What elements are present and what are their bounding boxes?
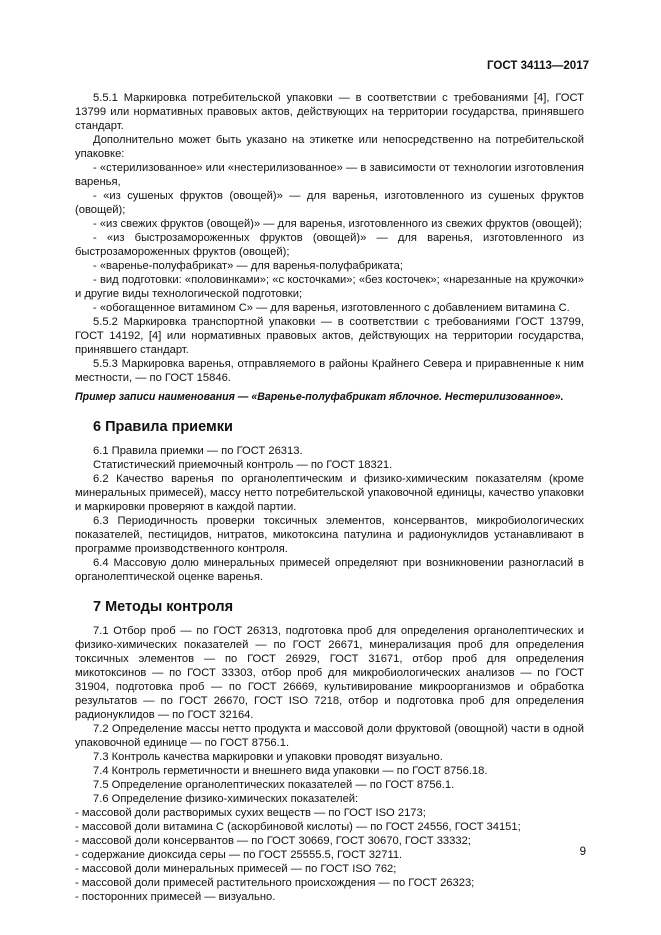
list-item: - «обогащенное витамином С» — для варенья, изготовленного с добавлением витамина С. (93, 302, 570, 314)
list-item: - вид подготовки: «половинками»; «с косточками»; «без косточек»; «нарезанные на кружочки» и другие виды технологической подготовки; (75, 274, 584, 300)
paragraph-6-3: 6.3 Периодичность проверки токсичных элементов, консервантов, микробиологических показателей, пестицидов, нитратов, микотоксина патулина и радионуклидов устанавливают в программе производственного контроля. (75, 515, 584, 555)
list-item: - посторонних примесей — визуально. (75, 891, 276, 903)
list-item: - «стерилизованное» или «нестерилизованное» — в зависимости от технологии изготовления варенья, (75, 162, 584, 188)
document-body (75, 91, 584, 904)
list-item: - содержание диоксида серы — по ГОСТ 25555.5, ГОСТ 32711. (75, 849, 403, 861)
paragraph: Дополнительно может быть указано на этикетке или непосредственно на потребительской упаковке: (75, 134, 584, 160)
list-item: - массовой доли минеральных примесей — по ГОСТ ISO 762; (75, 863, 397, 875)
list-item: - массовой доли примесей растительного происхождения — по ГОСТ 26323; (75, 877, 475, 889)
list-item: - «варенье-полуфабрикат» — для варенья-полуфабриката; (93, 260, 403, 272)
paragraph-5-5-1: 5.5.1 Маркировка потребительской упаковки — в соответствии с требованиями [4], ГОСТ 13799 или нормативных правовых актов, действующих на территории государства, принявшего стандарт. (75, 92, 584, 132)
list-item: - «из сушеных фруктов (овощей)» — для варенья, изготовленного из сушеных фруктов (овощей); (75, 190, 584, 216)
paragraph-7-5: 7.5 Определение органолептических показателей — по ГОСТ 8756.1. (93, 779, 455, 791)
list-item: - «из свежих фруктов (овощей)» — для варенья, изготовленного из свежих фруктов (овощей); (93, 218, 583, 230)
document-code-header: ГОСТ 34113—2017 (487, 60, 589, 72)
section-6-heading: 6 Правила приемки (93, 419, 233, 435)
paragraph-7-4: 7.4 Контроль герметичности и внешнего вида упаковки — по ГОСТ 8756.18. (93, 765, 488, 777)
list-item: - массовой доли растворимых сухих веществ — по ГОСТ ISO 2173; (75, 807, 426, 819)
paragraph-5-5-3: 5.5.3 Маркировка варенья, отправляемого в районы Крайнего Севера и приравненные к ним местности, — по ГОСТ 15846. (75, 358, 584, 384)
page-number: 9 (579, 846, 586, 858)
example-note: Пример записи наименования — «Варенье-полуфабрикат яблочное. Нестерилизованное». (75, 391, 564, 403)
paragraph-6-1: 6.1 Правила приемки — по ГОСТ 26313. (93, 445, 303, 457)
list-item: - массовой доли витамина С (аскорбиновой кислоты) — по ГОСТ 24556, ГОСТ 34151; (75, 821, 521, 833)
list-item: - «из быстрозамороженных фруктов (овощей)» — для варенья, изготовленного из быстрозамороженных фруктов (овощей); (75, 232, 584, 258)
paragraph-5-5-2: 5.5.2 Маркировка транспортной упаковки — в соответствии с требованиями ГОСТ 13799, ГОСТ 14192, [4] или нормативных правовых актов, действующих на территории государства, принявшего стандарт. (75, 316, 584, 356)
paragraph: Статистический приемочный контроль — по ГОСТ 18321. (93, 459, 393, 471)
paragraph-7-6: 7.6 Определение физико-химических показателей: (93, 793, 359, 805)
list-item: - массовой доли консервантов — по ГОСТ 30669, ГОСТ 30670, ГОСТ 33332; (75, 835, 471, 847)
paragraph-6-2: 6.2 Качество варенья по органолептическим и физико-химическим показателям (кроме минеральных примесей), массу нетто потребительской упаковочной единицы, качество упаковки и маркировки проверяют в каждой партии. (75, 473, 584, 513)
paragraph-7-3: 7.3 Контроль качества маркировки и упаковки проводят визуально. (93, 751, 443, 763)
paragraph-7-1: 7.1 Отбор проб — по ГОСТ 26313, подготовка проб для определения органолептических и физико-химических показателей — по ГОСТ 26671, минерализация проб для определения токсичных элементов — по ГОСТ 26929, ГОСТ 31671, отбор проб для определения микотоксинов — по ГОСТ 33303, отбор проб для микробиологических анализов — по ГОСТ 31904, подготовка проб — по ГОСТ 26669, культивирование микроорганизмов и обработка результатов — по ГОСТ 26670, ГОСТ ISO 7218, отбор и подготовка проб для определения радионуклидов — по ГОСТ 32164. (75, 625, 584, 721)
paragraph-6-4: 6.4 Массовую долю минеральных примесей определяют при возникновении разногласий в органолептической оценке варенья. (75, 557, 584, 583)
paragraph-7-2: 7.2 Определение массы нетто продукта и массовой доли фруктовой (овощной) части в одной упаковочной единице — по ГОСТ 8756.1. (75, 723, 584, 749)
section-7-heading: 7 Методы контроля (93, 599, 234, 615)
